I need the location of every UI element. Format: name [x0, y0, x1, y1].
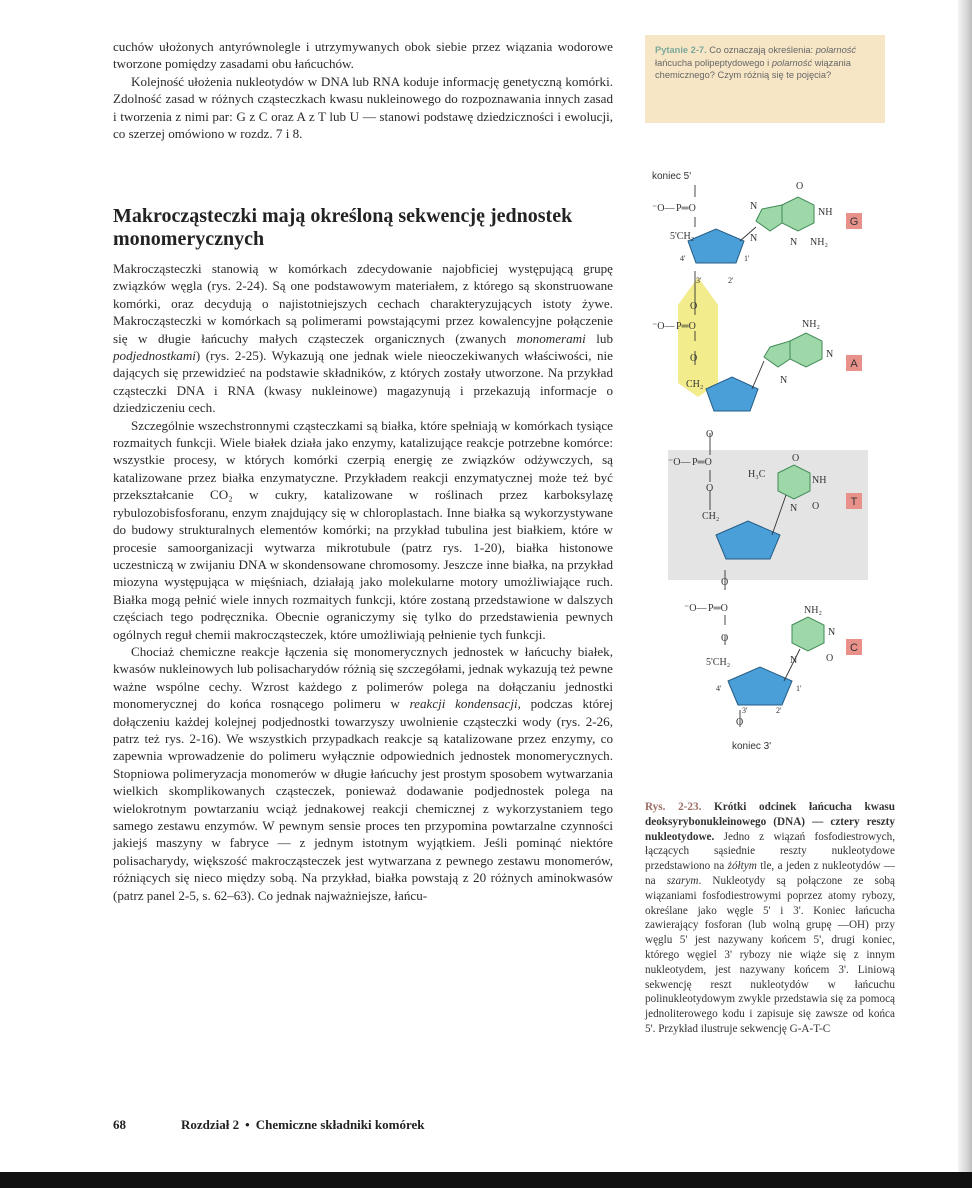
- base-letter-c: C: [850, 642, 858, 654]
- svg-text:NH: NH: [818, 207, 833, 218]
- footer-separator: •: [245, 1117, 250, 1132]
- svg-text:N: N: [750, 233, 758, 244]
- svg-text:O: O: [721, 577, 729, 588]
- base-ring-t: [778, 465, 810, 499]
- dna-figure: [640, 165, 890, 760]
- svg-text:NH₂: NH₂: [810, 237, 828, 248]
- question-label: Pytanie 2-7.: [655, 45, 707, 55]
- svg-text:2': 2': [728, 276, 734, 285]
- section-heading: Makrocząsteczki mają określoną sekwencję jednostek monomerycznych: [113, 205, 573, 250]
- base-ring-g-2: [756, 205, 782, 231]
- svg-text:NH₂: NH₂: [802, 319, 820, 330]
- svg-text:N: N: [790, 655, 798, 666]
- base-letter-t: T: [850, 496, 858, 508]
- svg-text:⁻O—: ⁻O—: [652, 203, 675, 214]
- svg-text:N: N: [828, 627, 836, 638]
- svg-text:⁻O—: ⁻O—: [668, 457, 691, 468]
- question-box: Pytanie 2-7. Co oznaczają określenia: polarność łańcucha polipeptydowego i polarność wiązania chemicznego? Czym różnią się te pojęcia?: [645, 35, 885, 123]
- svg-text:O: O: [706, 483, 714, 494]
- svg-text:NH: NH: [812, 475, 827, 486]
- svg-text:1': 1': [796, 684, 802, 693]
- caption-title: Krótki odcinek łańcucha kwasu deoksyrybonukleinowego (DNA) — cztery reszty nukleotydowe.: [645, 801, 895, 843]
- body-paragraph-2: Szczególnie wszechstronnymi cząsteczkami są białka, które spełniają w komórkach tysiące rozmaitych funkcji. Wiele białek działa jako enzymy, katalizujące reakcje potrzebne komórce: wszystkie procesy, w których komórki czerpią energię ze związków odżywczych, są katalizowane przez białka enzymatyczne. Przykładem reakcji enzymatycznej może też być przekształcanie CO₂ w cukry, katalizowane w roślinach przez karboksylazę rybulozobisfosforanu, enzym znajdujący się w chloroplastach. Inne białka są wykorzystywane do budowy strukturalnych elementów komórki; na przykład tubulina jest białkiem, które w procesie samoorganizacji wytwarza mikrotubule (patrz rys. 1-20), białka histonowe uczestniczą w zwijaniu DNA w skondensowane chromosomy. Jeszcze inne białka, na przykład miozyna występująca w mięśniach, działają jako molekularne motory umożliwiające ruch. Białka mogą pełnić wiele innych rozmaitych funkcji, które zostaną przedstawione w dalszych częściach tego podręcznika. Obecnie ograniczymy się tylko do przedstawienia pewnych ogólnych reguł chemii makrocząsteczek, które umożliwiają pełnienie tych funkcji.: [113, 417, 613, 642]
- svg-text:2': 2': [776, 706, 782, 715]
- svg-text:O: O: [826, 653, 834, 664]
- svg-text:O: O: [792, 453, 800, 464]
- svg-text:3': 3': [742, 706, 748, 715]
- base-letter-g: G: [849, 216, 859, 228]
- svg-text:O: O: [812, 501, 820, 512]
- chapter-label: Rozdział 2: [181, 1117, 240, 1132]
- base-ring-g-1: [782, 197, 814, 231]
- svg-text:N: N: [826, 349, 834, 360]
- scan-bottom-edge: [0, 1172, 972, 1188]
- chapter-title: Chemiczne składniki komórek: [255, 1117, 425, 1132]
- caption-label: Rys. 2-23.: [645, 801, 702, 813]
- svg-text:P═O: P═O: [708, 603, 728, 614]
- svg-text:CH₂: CH₂: [686, 379, 704, 390]
- svg-text:NH₂: NH₂: [804, 605, 822, 616]
- sugar-ring-4: [728, 667, 792, 705]
- svg-text:O: O: [736, 717, 744, 728]
- page-footer: [113, 1117, 424, 1133]
- svg-text:P═O: P═O: [676, 321, 696, 332]
- page-number: 68: [113, 1117, 126, 1132]
- base-letter-a: A: [850, 358, 858, 370]
- body-paragraph-1: Makrocząsteczki stanowią w komórkach zdecydowanie najobficiej występującą grupę związków węgla (rys. 2-24). Są one podstawowym materiałem, z którego są skonstruowane komórki, oraz decydują o najistotniejszych cechach charakteryzujących istoty żywe. Makrocząsteczki w komórkach są polimerami powstającymi przez kowalencyjne połączenie się w długie łańcuchy małych cząsteczek organicznych (zwanych monomerami lub podjednostkami) (rys. 2-25). Wykazują one jednak wiele nieoczekiwanych właściwości, nie dających się przewidzieć na podstawie składników, z których zostały utworzone. Na przykład cząsteczki DNA i RNA (kwasy nukleinowe) magazynują i przekazują informacje o dziedziczeniu cech.: [113, 261, 613, 416]
- svg-text:⁻O—: ⁻O—: [684, 603, 707, 614]
- end-3-label: koniec 3': [732, 741, 772, 752]
- svg-text:5'CH₂: 5'CH₂: [706, 657, 731, 668]
- svg-text:4': 4': [680, 254, 686, 263]
- svg-text:⁻O—: ⁻O—: [652, 321, 675, 332]
- svg-text:O: O: [796, 181, 804, 192]
- body-text: [113, 260, 613, 904]
- base-ring-c: [792, 617, 824, 651]
- svg-text:O: O: [690, 353, 698, 364]
- base-ring-a-1: [790, 333, 822, 367]
- end-5-label: koniec 5': [652, 171, 692, 182]
- svg-text:P═O: P═O: [692, 457, 712, 468]
- intro-paragraph-1: cuchów ułożonych antyrównolegle i utrzymywanych obok siebie przez wiązania wodorowe tworzone pomiędzy zasadami obu łańcuchów.: [113, 39, 613, 72]
- svg-text:4': 4': [716, 684, 722, 693]
- figure-caption: Rys. 2-23. Krótki odcinek łańcucha kwasu deoksyrybonukleinowego (DNA) — cztery reszty nukleotydowe. Jedno z wiązań fosfodiestrowych, łączących sąsiednie reszty nukleotydowe przedstawiono na żółtym tle, a jeden z nukleotydów — na szarym. Nukleotydy są połączone ze sobą wiązaniami fosfodiestrowymi poprzez atomy rybozy, określane jako węgle 5' i 3'. Koniec łańcucha zawierający fosforan (lub wolną grupę —OH) przy węglu 5' jest nazywany końcem 5', drugi koniec, którego węgiel 3' rybozy nie wiąże się z innym nukleotydem, jest nazywany końcem 3'. Liniową sekwencję reszt nukleotydów w łańcuchu polinukleotydowym zwykle przedstawia się za pomocą jednoliterowego kodu i zapisuje się zawsze od końca 5'. Przykład ilustruje sekwencję G-A-T-C: [645, 801, 895, 1035]
- svg-text:N: N: [790, 503, 798, 514]
- sugar-ring-1: [688, 229, 744, 263]
- svg-text:1': 1': [744, 254, 750, 263]
- svg-text:O: O: [690, 301, 698, 312]
- svg-text:H₃C: H₃C: [748, 469, 766, 480]
- svg-text:P═O: P═O: [676, 203, 696, 214]
- intro-paragraph-2: Kolejność ułożenia nukleotydów w DNA lub RNA koduje informację genetyczną komórki. Zdolność zasad w różnych cząsteczkach kwasu nukleinowego do rozpoznawania innych zasad i tworzenia z nimi par: G z C oraz A z T lub U — stanowi podstawę dziedziczności i ewolucji, co szerzej omówiono w rozdz. 7 i 8.: [113, 73, 613, 142]
- page-edge-shadow: [958, 0, 972, 1188]
- gray-nucleotide-highlight: [668, 450, 868, 580]
- svg-text:O: O: [721, 633, 729, 644]
- svg-text:CH₂: CH₂: [702, 511, 720, 522]
- svg-text:N: N: [750, 201, 758, 212]
- body-paragraph-3: Chociaż chemiczne reakcje łączenia się monomerycznych jednostek w łańcuchy białek, kwasów nukleinowych lub polisacharydów różnią się szczegółami, jednak wykazują też pewne ważne wspólne cechy. Wzrost każdego z polimerów polega na dołączaniu jednostki monomerycznej do końca rosnącego polimeru w reakcji kondensacji, podczas której dołączeniu każdej kolejnej podjednostki towarzyszy uwolnienie cząsteczki wody (rys. 2-26, patrz też rys. 2-16). We wszystkich przypadkach reakcje są katalizowane przez enzymy, co zapewnia wprowadzenie do polimeru wyłącznie odpowiednich jednostek monomerycznych. Stopniowa polimeryzacja monomerów w długie łańcuchy jest prostym sposobem wytwarzania wielkich skomplikowanych cząsteczek, ponieważ dodawanie podjednostek polega na wielokrotnym powtarzaniu wciąż jednakowej reakcji chemicznej z wykorzystaniem tego samego zestawu enzymów. W pewnym sensie proces ten przypomina powtarzalne czynności jakiejś maszyny w fabryce — z jednym istotnym wyjątkiem. Jeśli pominąć niektóre polisacharydy, większość makrocząsteczek jest wytwarzana z pewnego zestawu monomerów, różniących się nieco między sobą. Na przykład, białka powstają z 20 różnych aminokwasów (patrz panel 2-5, s. 62–63). Co jednak najważniejsze, łańcu-: [113, 643, 613, 903]
- svg-text:O: O: [706, 429, 714, 440]
- base-ring-a-2: [764, 341, 790, 367]
- intro-text: [113, 38, 613, 142]
- svg-text:N: N: [780, 375, 788, 386]
- svg-text:3': 3': [696, 276, 702, 285]
- svg-text:5'CH₂: 5'CH₂: [670, 231, 695, 242]
- svg-text:N: N: [790, 237, 798, 248]
